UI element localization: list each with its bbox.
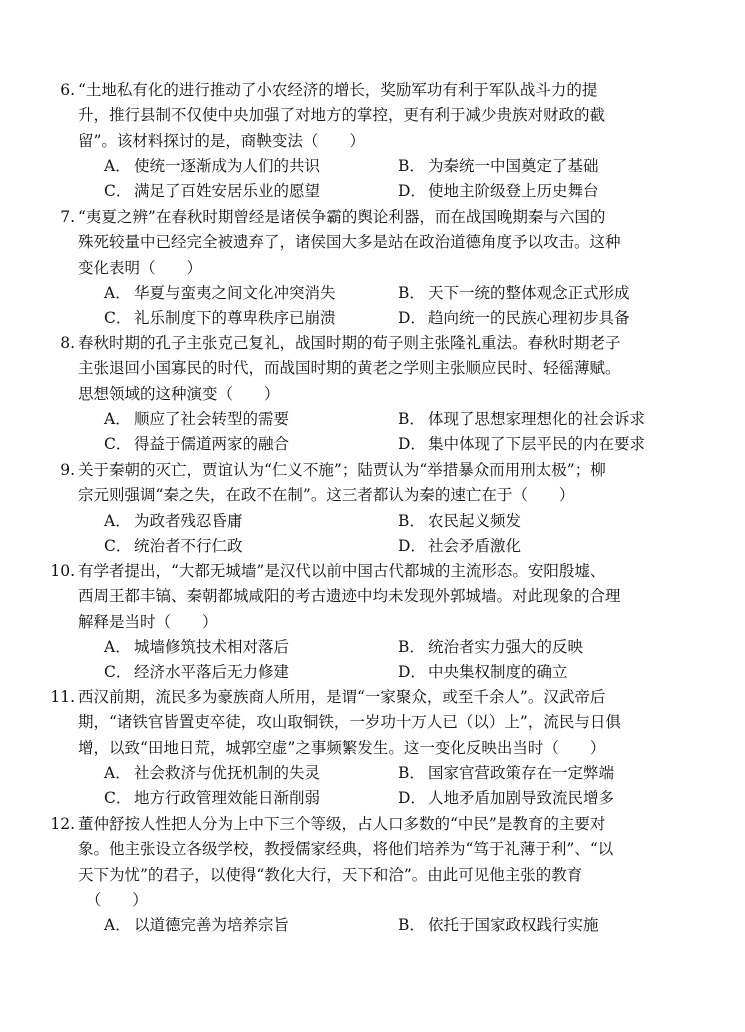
option-a: A． 城墙修筑技术相对落后 — [104, 637, 290, 656]
option-c: C． 满足了百姓安居乐业的愿望 — [104, 182, 321, 201]
question-8 — [60, 331, 678, 457]
option-c: C． 礼乐制度下的尊卑秩序已崩溃 — [104, 309, 336, 328]
question-stem-line — [78, 103, 678, 128]
stem-text: “夷夏之辨”在春秋时期曾经是诸侯争霸的舆论利器，而在战国晚期秦与六国的 — [78, 208, 606, 226]
question-stem-line — [60, 205, 678, 230]
option-c: C． 地方行政管理效能日渐削弱 — [104, 789, 321, 808]
option-a: A． 使统一逐渐成为人们的共识 — [104, 156, 321, 175]
question-number: 6. — [60, 81, 75, 99]
option-a: A． 为政者残忍昏庸 — [104, 511, 243, 530]
stem-text: 主张退回小国寡民的时代，而战国时期的黄老之学则主张顺应民时、轻徭薄赋。 — [78, 359, 621, 378]
stem-text: “土地私有化的进行推动了小农经济的增长，奖励军功有利于军队战斗力的提 — [78, 81, 598, 99]
question-stem-line — [50, 559, 678, 584]
question-stem-line — [78, 129, 678, 154]
option-row — [78, 407, 678, 432]
option-d: D． 社会矛盾激化 — [398, 536, 522, 555]
option-row — [78, 786, 678, 811]
stem-text: 象。他主张设立各级学校，教授儒家经典，将他们培养为“笃于礼薄于利”、“以 — [78, 840, 614, 859]
question-stem-line — [78, 584, 678, 609]
option-c: C． 统治者不行仁政 — [104, 536, 243, 555]
option-row — [78, 179, 678, 204]
stem-text: 西汉前期，流民多为豪族商人所用，是谓“一家聚众，或至千余人”。汉武帝后 — [78, 688, 606, 706]
option-row — [78, 154, 678, 179]
option-row — [78, 509, 678, 534]
question-stem-line — [78, 863, 678, 888]
stem-text: 解释是当时（ ） — [78, 612, 218, 631]
stem-text: 升，推行县制不仅使中央加强了对地方的掌控，更有利于减少贵族对财政的截 — [78, 106, 606, 125]
option-b: B． 国家官营政策存在一定弊端 — [398, 763, 615, 782]
stem-text: （ ） — [78, 890, 148, 909]
option-row — [78, 660, 678, 685]
option-d: D． 趋向统一的民族心理初步具备 — [398, 309, 630, 328]
question-number: 8. — [60, 334, 75, 352]
option-row — [78, 534, 678, 559]
stem-text: 春秋时期的孔子主张克己复礼，战国时期的荀子则主张隆礼重法。春秋时期老子 — [78, 334, 621, 352]
option-d: D． 使地主阶级登上历史舞台 — [398, 182, 599, 201]
question-11 — [50, 685, 678, 811]
question-number: 11. — [50, 688, 75, 706]
option-b: B． 农民起义频发 — [398, 511, 522, 530]
question-stem-line — [78, 356, 678, 381]
option-b: B． 体现了思想家理想化的社会诉求 — [398, 409, 646, 428]
question-stem-line — [78, 483, 678, 508]
stem-text: 关于秦朝的灭亡，贾谊认为“仁义不施”；陆贾认为“举措暴众而用刑太极”；柳 — [78, 461, 606, 479]
question-10 — [50, 559, 678, 685]
option-b: B． 统治者实力强大的反映 — [398, 637, 584, 656]
question-stem-line — [78, 710, 678, 735]
question-stem-line — [78, 888, 678, 913]
option-c: C． 经济水平落后无力修建 — [104, 663, 290, 682]
question-stem-line — [50, 685, 678, 710]
stem-text: 宗元则强调“秦之失，在政不在制”。这三者都认为秦的速亡在于（ ） — [78, 486, 575, 505]
option-row — [78, 913, 678, 938]
question-6 — [60, 78, 678, 204]
stem-text: 殊死较量中已经完全被遗弃了，诸侯国大多是站在政治道德角度予以攻击。这种 — [78, 233, 621, 252]
question-12 — [50, 812, 678, 938]
option-b: B． 依托于国家政权践行实施 — [398, 916, 599, 935]
stem-text: 有学者提出，“大都无城墙”是汉代以前中国古代都城的主流形态。安阳殷墟、 — [78, 562, 606, 580]
question-stem-line — [60, 78, 678, 103]
stem-text: 西周王都丰镐、秦朝都城咸阳的考古遗迹中均未发现外郭城墙。对此现象的合理 — [78, 587, 621, 606]
option-row — [78, 761, 678, 786]
stem-text: 增，以致“田地日荒，城郭空虚”之事频繁发生。这一变化反映出当时（ ） — [78, 738, 606, 757]
option-d: D． 集中体现了下层平民的内在要求 — [398, 435, 646, 454]
stem-text: 期，“诸铁官皆置吏卒徒，攻山取铜铁，一岁功十万人已（以）上”，流民与日俱 — [78, 713, 621, 732]
option-a: A． 社会救济与优抚机制的失灵 — [104, 763, 321, 782]
question-stem-line — [60, 458, 678, 483]
option-b: B． 天下一统的整体观念正式形成 — [398, 283, 630, 302]
option-b: B． 为秦统一中国奠定了基础 — [398, 156, 599, 175]
option-d: D． 人地矛盾加剧导致流民增多 — [398, 789, 615, 808]
option-a: A． 顺应了社会转型的需要 — [104, 409, 290, 428]
question-stem-line — [60, 331, 678, 356]
option-a: A． 以道德完善为培养宗旨 — [104, 916, 290, 935]
option-row — [78, 432, 678, 457]
question-stem-line — [78, 837, 678, 862]
question-stem-line — [78, 230, 678, 255]
stem-text: 董仲舒按人性把人分为上中下三个等级，占人口多数的“中民”是教育的主要对 — [78, 815, 606, 833]
option-c: C． 得益于儒道两家的融合 — [104, 435, 290, 454]
question-7 — [60, 205, 678, 331]
question-number: 12. — [50, 815, 75, 833]
question-number: 10. — [50, 562, 75, 580]
question-stem-line — [78, 256, 678, 281]
stem-text: 变化表明（ ） — [78, 258, 203, 277]
stem-text: 思想领域的这种演变（ ） — [78, 384, 280, 403]
question-stem-line — [78, 382, 678, 407]
question-stem-line — [78, 736, 678, 761]
option-row — [78, 306, 678, 331]
option-d: D． 中央集权制度的确立 — [398, 663, 568, 682]
option-row — [78, 635, 678, 660]
option-a: A． 华夏与蛮夷之间文化冲突消失 — [104, 283, 336, 302]
question-9 — [60, 458, 678, 559]
stem-text: 留”。该材料探讨的是，商鞅变法（ ） — [78, 131, 365, 150]
question-stem-line — [50, 812, 678, 837]
option-row — [78, 281, 678, 306]
stem-text: 天下为忧”的君子，以使得“教化大行，天下和洽”。由此可见他主张的教育 — [78, 865, 583, 884]
question-stem-line — [78, 610, 678, 635]
question-number: 9. — [60, 461, 75, 479]
question-number: 7. — [60, 208, 75, 226]
